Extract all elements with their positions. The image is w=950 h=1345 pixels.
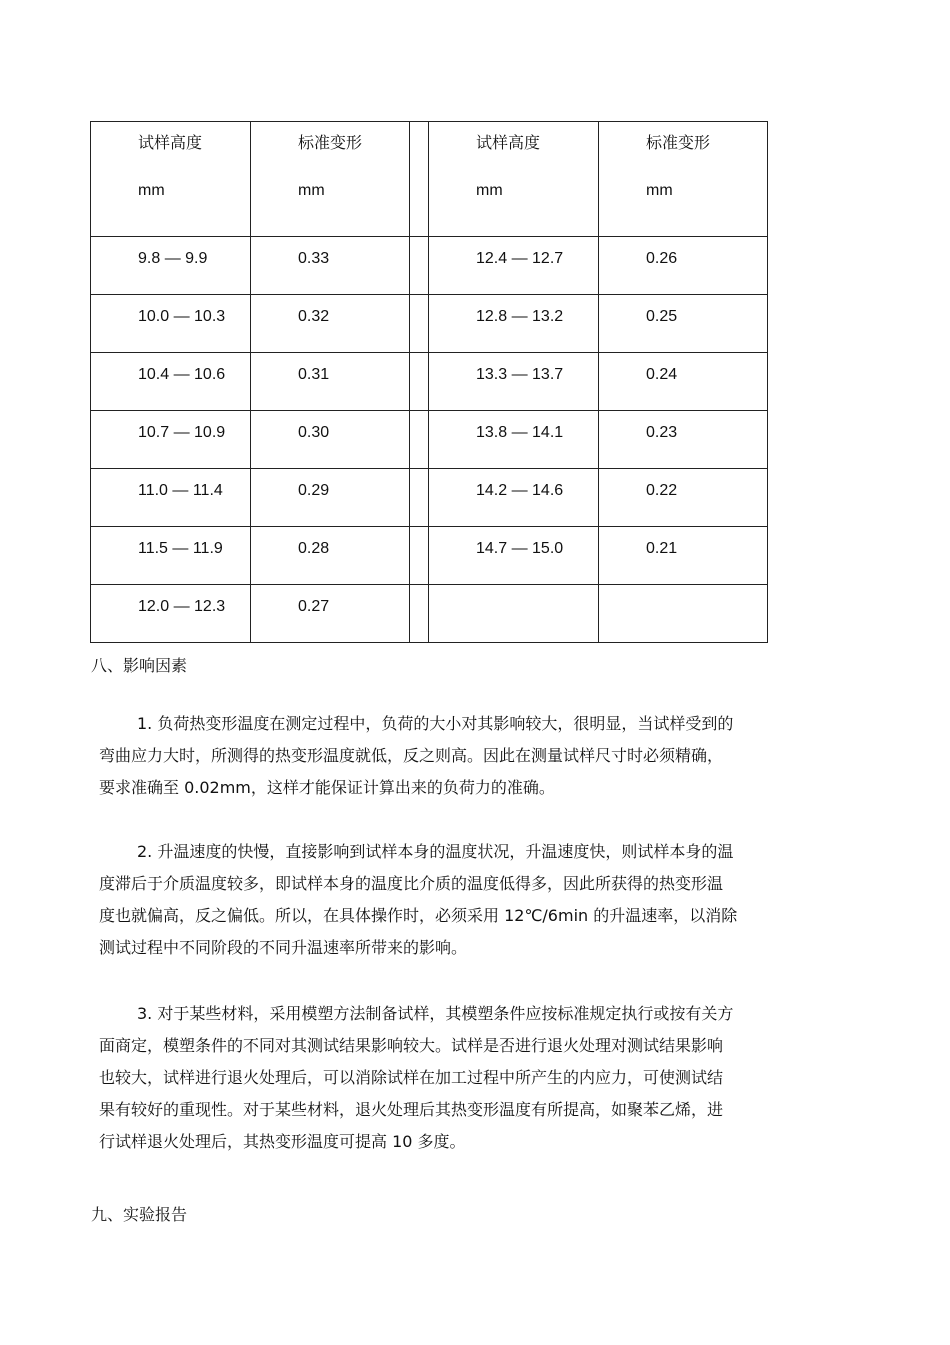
paragraph-line: 3. 对于某些材料，采用模塑方法制备试样，其模塑条件应按标准规定执行或按有关方 [137, 1004, 734, 1023]
height-range-cell: 12.8 — 13.2 [429, 295, 599, 353]
separator-column [410, 295, 429, 353]
table-row [91, 295, 768, 353]
deformation-cell: 0.33 [251, 237, 410, 295]
height-range-cell: 13.3 — 13.7 [429, 353, 599, 411]
paragraph-line: 度也就偏高，反之偏低。所以，在具体操作时，必须采用 12℃/6min 的升温速率，以消除 [99, 906, 738, 925]
height-range-cell: 14.2 — 14.6 [429, 469, 599, 527]
header-cell [599, 122, 768, 237]
paragraph-line: 1. 负荷热变形温度在测定过程中，负荷的大小对其影响较大，很明显，当试样受到的 [137, 714, 734, 733]
header-label: 标准变形 [646, 133, 711, 152]
deformation-cell: 0.25 [599, 295, 768, 353]
paragraph-line: 度滞后于介质温度较多，即试样本身的温度比介质的温度低得多，因此所获得的热变形温 [99, 874, 724, 893]
table-header-row [91, 122, 768, 237]
separator-column [410, 122, 429, 237]
paragraph-line: 弯曲应力大时，所测得的热变形温度就低，反之则高。因此在测量试样尺寸时必须精确， [99, 746, 724, 765]
deformation-cell: 0.22 [599, 469, 768, 527]
paragraph-line: 果有较好的重现性。对于某些材料，退火处理后其热变形温度有所提高，如聚苯乙烯，进 [99, 1100, 724, 1119]
deformation-cell [599, 585, 768, 643]
height-range-cell: 14.7 — 15.0 [429, 527, 599, 585]
height-range-cell [429, 585, 599, 643]
separator-column [410, 469, 429, 527]
header-cell [251, 122, 410, 237]
paragraph-line: 要求准确至 0.02mm，这样才能保证计算出来的负荷力的准确。 [99, 778, 555, 797]
header-label: 标准变形 [298, 133, 363, 152]
height-range-cell: 11.0 — 11.4 [91, 469, 251, 527]
paragraph-molding-annealing [99, 998, 859, 1158]
height-range-cell: 10.0 — 10.3 [91, 295, 251, 353]
paragraph-line: 面商定，模塑条件的不同对其测试结果影响较大。试样是否进行退火处理对测试结果影响 [99, 1036, 724, 1055]
separator-column [410, 237, 429, 295]
section-heading-influencing-factors: 八、影响因素 [91, 656, 188, 675]
deformation-cell: 0.30 [251, 411, 410, 469]
table-row [91, 237, 768, 295]
deformation-cell: 0.28 [251, 527, 410, 585]
table-row [91, 527, 768, 585]
height-range-cell: 11.5 — 11.9 [91, 527, 251, 585]
deformation-cell: 0.24 [599, 353, 768, 411]
header-cell [429, 122, 599, 237]
paragraph-line: 行试样退火处理后，其热变形温度可提高 10 多度。 [99, 1132, 466, 1151]
paragraph-line: 也较大，试样进行退火处理后，可以消除试样在加工过程中所产生的内应力，可使测试结 [99, 1068, 724, 1087]
paragraph-line: 2. 升温速度的快慢，直接影响到试样本身的温度状况，升温速度快，则试样本身的温 [137, 842, 734, 861]
table-row [91, 469, 768, 527]
separator-column [410, 585, 429, 643]
section-heading-experiment-report: 九、实验报告 [91, 1205, 188, 1224]
header-unit: mm [298, 182, 325, 199]
deformation-cell: 0.27 [251, 585, 410, 643]
paragraph-load-factor [99, 708, 859, 804]
table-row [91, 585, 768, 643]
paragraph-heating-rate [99, 836, 859, 964]
header-label: 试样高度 [138, 133, 203, 152]
header-unit: mm [476, 182, 503, 199]
deformation-cell: 0.23 [599, 411, 768, 469]
height-range-cell: 9.8 — 9.9 [91, 237, 251, 295]
height-range-cell: 10.7 — 10.9 [91, 411, 251, 469]
height-range-cell: 10.4 — 10.6 [91, 353, 251, 411]
separator-column [410, 411, 429, 469]
table-row [91, 353, 768, 411]
deformation-cell: 0.21 [599, 527, 768, 585]
height-range-cell: 12.0 — 12.3 [91, 585, 251, 643]
table-row [91, 411, 768, 469]
height-range-cell: 12.4 — 12.7 [429, 237, 599, 295]
deformation-cell: 0.26 [599, 237, 768, 295]
deformation-cell: 0.31 [251, 353, 410, 411]
separator-column [410, 353, 429, 411]
header-cell [91, 122, 251, 237]
deformation-cell: 0.29 [251, 469, 410, 527]
separator-column [410, 527, 429, 585]
deformation-cell: 0.32 [251, 295, 410, 353]
header-label: 试样高度 [476, 133, 541, 152]
paragraph-line: 测试过程中不同阶段的不同升温速率所带来的影响。 [99, 938, 468, 957]
header-unit: mm [646, 182, 673, 199]
header-unit: mm [138, 182, 165, 199]
deformation-table [90, 121, 768, 643]
height-range-cell: 13.8 — 14.1 [429, 411, 599, 469]
